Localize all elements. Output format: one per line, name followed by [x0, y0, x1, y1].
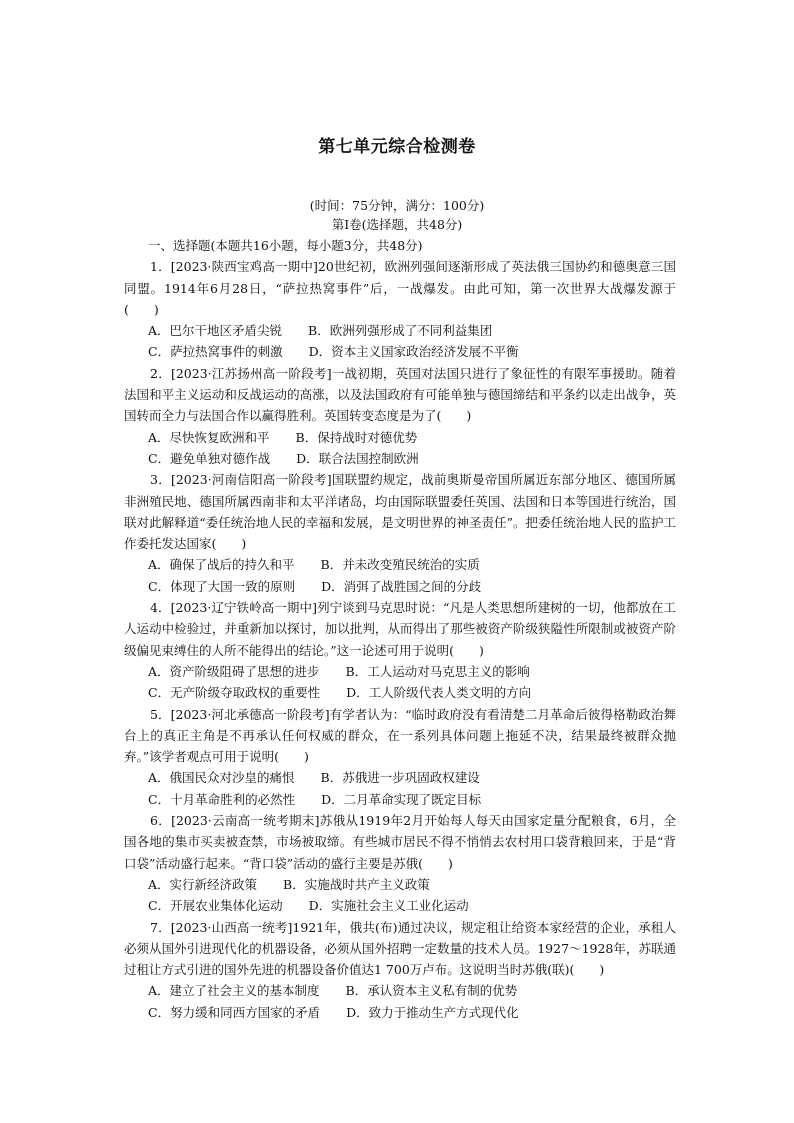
option-row: [124, 980, 676, 1001]
option-d[interactable]: D．实施社会主义工业化运动: [308, 898, 469, 914]
option-b[interactable]: B．保持战时对德优势: [295, 429, 418, 445]
question-7: [124, 917, 676, 1023]
option-row: [124, 767, 676, 788]
option-row: [124, 895, 676, 916]
option-d[interactable]: D．工人阶级代表人类文明的方向: [346, 685, 532, 701]
option-d[interactable]: D．联合法国控制欧洲: [296, 450, 419, 466]
option-c[interactable]: C．无产阶级夺取政权的重要性: [148, 685, 321, 701]
option-row: [124, 682, 676, 703]
question-stem: 4．[2023·辽宁铁岭高一期中]列宁谈到马克思时说：“凡是人类思想所建树的一切，他都放在工人运动中检验过，并重新加以探讨，加以批判，从而得出了那些被资产阶级狭隘性所限制或被资产阶级偏见束缚住的人所不能得出的结论。”这一论述可用于说明( ): [124, 600, 676, 658]
option-b[interactable]: B．并未改变殖民统治的实质: [320, 557, 480, 573]
option-c[interactable]: C．十月革命胜利的必然性: [148, 791, 296, 807]
question-5: [124, 704, 676, 810]
option-a[interactable]: A．建立了社会主义的基本制度: [148, 983, 320, 999]
option-d[interactable]: D．消弭了战胜国之间的分歧: [321, 578, 482, 594]
option-a[interactable]: A．实行新经济政策: [148, 876, 258, 892]
exam-part-info: 第Ⅰ卷(选择题，共48分): [331, 217, 463, 232]
exam-time-info: (时间：75分钟，满分：100分): [309, 198, 485, 213]
option-b[interactable]: B．苏俄进一步巩固政权建设: [320, 770, 480, 786]
option-a[interactable]: A．巴尔干地区矛盾尖锐: [148, 323, 283, 339]
question-stem: 6．[2023·云南高一统考期末]苏俄从1919年2月开始每人每天由国家定量分配粮食，6月，全国各地的集市买卖被查禁，市场被取缔。有些城市居民不得不悄悄去农村用口袋背粮回来，于是“背口袋”活动盛行起来。“背口袋”活动的盛行主要是苏俄( ): [124, 813, 676, 871]
question-1: [124, 256, 676, 362]
option-c[interactable]: C．开展农业集体化运动: [148, 898, 283, 914]
option-c[interactable]: C．体现了大国一致的原则: [148, 578, 296, 594]
option-a[interactable]: A．俄国民众对沙皇的痛恨: [148, 770, 295, 786]
option-d[interactable]: D．资本主义国家政治经济发展不平衡: [308, 344, 519, 360]
question-3: [124, 469, 676, 597]
option-b[interactable]: B．实施战时共产主义政策: [283, 876, 430, 892]
option-c[interactable]: C．避免单独对德作战: [148, 450, 271, 466]
option-row: [124, 554, 676, 575]
page-title: 第七单元综合检测卷: [318, 137, 476, 157]
question-2: [124, 363, 676, 469]
question-4: [124, 597, 676, 703]
option-row: [124, 874, 676, 895]
option-row: [124, 789, 676, 810]
question-stem: 5．[2023·河北承德高一阶段考]有学者认为：“临时政府没有看清楚二月革命后彼得格勒政治舞台上的真正主角是不再承认任何权威的群众，在一系列具体问题上拖延不决，结果最终被群众抛弃。”该学者观点可用于说明( ): [124, 706, 676, 765]
option-row: [124, 661, 676, 682]
question-stem: 2．[2023·江苏扬州高一阶段考]一战初期，英国对法国只进行了象征性的有限军事援助。随着法国和平主义运动和反战运动的高涨，以及法国政府有可能单独与德国缔结和平条约以走出战争，英国转而全力与法国合作以赢得胜利。英国转变态度是为了( ): [124, 365, 676, 424]
option-b[interactable]: B．承认资本主义私有制的优势: [345, 983, 518, 999]
question-stem: 1．[2023·陕西宝鸡高一期中]20世纪初，欧洲列强间逐渐形成了英法俄三国协约和德奥意三国同盟。1914年6月28日，“萨拉热窝事件”后，一战爆发。由此可知，第一次世界大战爆发源于( ): [124, 259, 676, 317]
option-c[interactable]: C．努力缓和同西方国家的矛盾: [148, 1004, 321, 1020]
option-a[interactable]: A．资产阶级阻碍了思想的进步: [148, 663, 320, 679]
question-stem: 3．[2023·河南信阳高一阶段考]国联盟约规定，战前奥斯曼帝国所属近东部分地区、德国所属非洲殖民地、德国所属西南非和太平洋诸岛，均由国际联盟委任英国、法国和日本等国进行统治，国联对此解释道“委任统治地人民的幸福和发展，是文明世界的神圣责任”。把委任统治地人民的监护工作委托发达国家( ): [124, 472, 676, 552]
option-a[interactable]: A．尽快恢复欧洲和平: [148, 429, 270, 445]
option-a[interactable]: A．确保了战后的持久和平: [148, 557, 295, 573]
exam-content: [124, 235, 676, 1023]
option-b[interactable]: B．工人运动对马克思主义的影响: [345, 663, 530, 679]
question-6: [124, 810, 676, 916]
option-row: [124, 576, 676, 597]
option-d[interactable]: D．致力于推动生产方式现代化: [346, 1004, 519, 1020]
section-heading: 一、选择题(本题共16小题，每小题3分，共48分): [148, 238, 423, 253]
option-row: [124, 341, 676, 362]
question-stem: 7．[2023·山西高一统考]1921年，俄共(布)通过决议，规定租让给资本家经营的企业，承租人必须从国外引进现代化的机器设备，必须从国外招聘一定数量的技术人员。1927～1928年，苏联通过租让方式引进的国外先进的机器设备价值达1 700万卢布。这说明当时苏俄(联)( ): [124, 919, 676, 978]
option-c[interactable]: C．萨拉热窝事件的刺激: [148, 344, 283, 360]
option-d[interactable]: D．二月革命实现了既定目标: [321, 791, 482, 807]
option-row: [124, 1002, 676, 1023]
option-row: [124, 427, 676, 448]
option-row: [124, 448, 676, 469]
option-b[interactable]: B．欧洲列强形成了不同利益集团: [308, 323, 493, 339]
option-row: [124, 320, 676, 341]
